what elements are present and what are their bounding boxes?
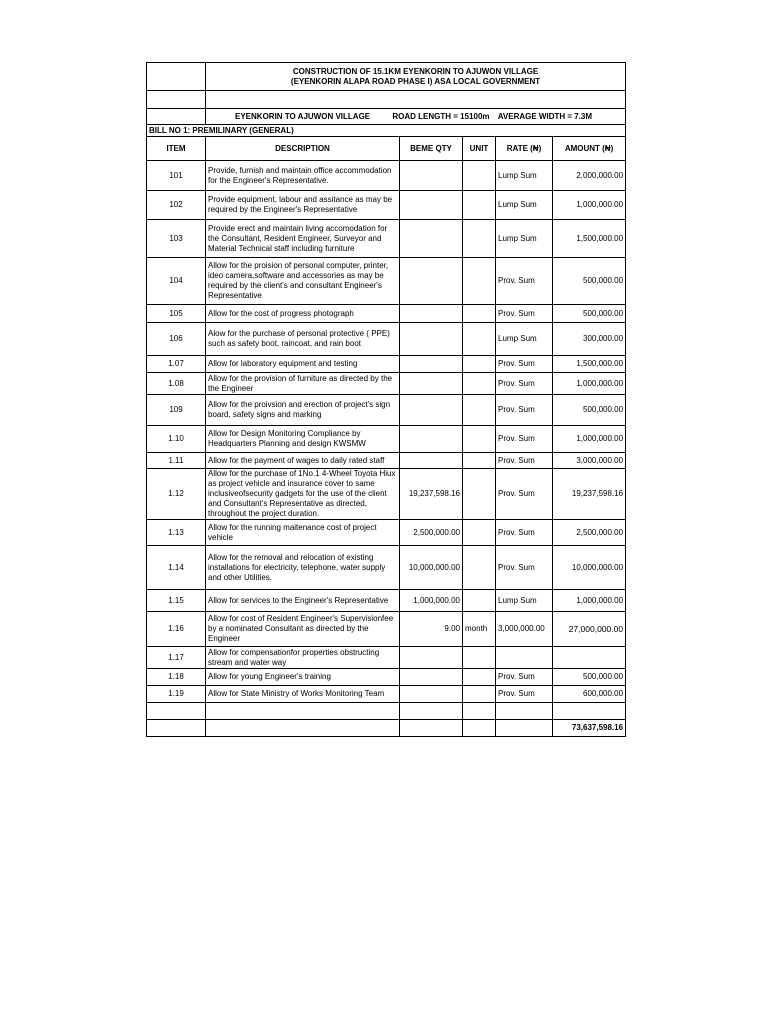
blank-row	[147, 703, 626, 720]
header-unit: UNIT	[463, 137, 496, 161]
item-qty	[400, 356, 463, 373]
item-rate: Prov. Sum	[496, 546, 553, 590]
item-number: 1.18	[147, 669, 206, 686]
item-qty	[400, 191, 463, 220]
bill-number: BILL NO 1: PREMILINARY (GENERAL)	[147, 125, 626, 137]
item-amount: 1,000,000.00	[553, 590, 626, 612]
table-row	[147, 426, 626, 453]
table-row	[147, 647, 626, 669]
item-rate: Prov. Sum	[496, 258, 553, 305]
road-length: ROAD LENGTH = 15100m	[392, 111, 490, 121]
item-qty: 10,000,000.00	[400, 546, 463, 590]
item-unit	[463, 546, 496, 590]
item-description: Allow for Design Monitoring Compliance by Headquarters Planning and design KWSMW	[206, 426, 400, 453]
item-number: 1.08	[147, 373, 206, 395]
item-rate: Prov. Sum	[496, 469, 553, 520]
item-rate: Lump Sum	[496, 161, 553, 191]
header-description: DESCRIPTION	[206, 137, 400, 161]
item-rate: Prov. Sum	[496, 669, 553, 686]
item-rate: Lump Sum	[496, 191, 553, 220]
total-blank-cell	[206, 720, 400, 737]
item-unit	[463, 356, 496, 373]
item-amount: 500,000.00	[553, 669, 626, 686]
table-row	[147, 453, 626, 469]
item-description: Allow for laboratory equipment and testing	[206, 356, 400, 373]
item-rate: Prov. Sum	[496, 356, 553, 373]
item-description: Allow for the running maitenance cost of project vehicle	[206, 520, 400, 546]
blank-cell	[400, 703, 463, 720]
item-unit	[463, 453, 496, 469]
item-unit: month	[463, 612, 496, 647]
grand-total: 73,637,598.16	[553, 720, 626, 737]
item-number: 1.10	[147, 426, 206, 453]
header-qty: BEME QTY	[400, 137, 463, 161]
document-title	[206, 63, 626, 91]
item-description: Allow for the payment of wages to daily rated staff	[206, 453, 400, 469]
item-description: Allow for the purchase of 1No.1 4-Wheel Toyota Hiux as project vehicle and insurance cover to same inclusiveofsecurity gadgets for the use of the client and Consultant's Representative as directed, throughout the project duration.	[206, 469, 400, 520]
item-rate: Prov. Sum	[496, 305, 553, 323]
item-amount: 1,500,000.00	[553, 220, 626, 258]
item-qty	[400, 161, 463, 191]
item-unit	[463, 161, 496, 191]
item-qty	[400, 395, 463, 426]
item-number: 1.13	[147, 520, 206, 546]
item-unit	[463, 323, 496, 356]
table-row	[147, 191, 626, 220]
item-qty	[400, 669, 463, 686]
bill-no-row	[147, 125, 626, 137]
title-line-2: (EYENKORIN ALAPA ROAD PHASE I) ASA LOCAL GOVERNMENT	[290, 76, 541, 86]
item-unit	[463, 686, 496, 703]
item-description: Allow for State Ministry of Works Monitoring Team	[206, 686, 400, 703]
table-row	[147, 469, 626, 520]
item-rate: Prov. Sum	[496, 453, 553, 469]
item-qty	[400, 686, 463, 703]
item-amount: 19,237,598.16	[553, 469, 626, 520]
item-amount: 300,000.00	[553, 323, 626, 356]
item-description: Provide, furnish and maintain office accommodation for the Engineer's Representative.	[206, 161, 400, 191]
header-rate: RATE (₦)	[496, 137, 553, 161]
item-number: 1.11	[147, 453, 206, 469]
item-rate: Lump Sum	[496, 590, 553, 612]
item-number: 104	[147, 258, 206, 305]
total-blank-cell	[463, 720, 496, 737]
item-amount: 27,000,000.00	[553, 612, 626, 647]
item-number: 1.07	[147, 356, 206, 373]
item-qty	[400, 453, 463, 469]
item-unit	[463, 258, 496, 305]
item-qty: 9.00	[400, 612, 463, 647]
item-unit	[463, 426, 496, 453]
item-qty: 1,000,000.00	[400, 590, 463, 612]
column-header-row	[147, 137, 626, 161]
item-number: 1.19	[147, 686, 206, 703]
item-unit	[463, 220, 496, 258]
title-line-1: CONSTRUCTION OF 15.1KM EYENKORIN TO AJUWON VILLAGE	[292, 66, 539, 76]
item-description: Provide equipment, labour and assitance as may be required by the Engineer's Representative	[206, 191, 400, 220]
table-row	[147, 373, 626, 395]
item-unit	[463, 373, 496, 395]
item-rate: Prov. Sum	[496, 686, 553, 703]
total-blank-cell	[496, 720, 553, 737]
item-unit	[463, 669, 496, 686]
item-qty	[400, 373, 463, 395]
item-description: Provide erect and maintain living accomodation for the Consultant, Resident Engineer, Surveyor and Material Technical staff including furniture	[206, 220, 400, 258]
item-number: 1.14	[147, 546, 206, 590]
blank-cell	[496, 703, 553, 720]
item-qty: 19,237,598.16	[400, 469, 463, 520]
table-row	[147, 305, 626, 323]
info-spacer-cell	[147, 109, 206, 125]
item-rate: Prov. Sum	[496, 426, 553, 453]
table-row	[147, 323, 626, 356]
item-number: 105	[147, 305, 206, 323]
table-row	[147, 220, 626, 258]
spacer-cell	[147, 91, 206, 109]
item-rate: Prov. Sum	[496, 395, 553, 426]
item-unit	[463, 520, 496, 546]
item-number: 1.12	[147, 469, 206, 520]
item-qty	[400, 323, 463, 356]
item-description: Allow for the provision of furniture as directed by the the Engineer	[206, 373, 400, 395]
item-unit	[463, 590, 496, 612]
header-amount: AMOUNT (₦)	[553, 137, 626, 161]
item-rate	[496, 647, 553, 669]
item-unit	[463, 647, 496, 669]
item-number: 102	[147, 191, 206, 220]
item-unit	[463, 469, 496, 520]
road-info-row	[147, 109, 626, 125]
item-amount	[553, 647, 626, 669]
table-row	[147, 161, 626, 191]
spacer-row	[147, 91, 626, 109]
item-unit	[463, 191, 496, 220]
item-number: 106	[147, 323, 206, 356]
item-amount: 1,500,000.00	[553, 356, 626, 373]
item-rate: Lump Sum	[496, 220, 553, 258]
item-rate: Lump Sum	[496, 323, 553, 356]
item-description: Allow for the cost of progress photograph	[206, 305, 400, 323]
item-amount: 600,000.00	[553, 686, 626, 703]
blank-cell	[553, 703, 626, 720]
table-row	[147, 686, 626, 703]
item-amount: 500,000.00	[553, 395, 626, 426]
item-amount: 2,000,000.00	[553, 161, 626, 191]
item-number: 1.16	[147, 612, 206, 647]
total-blank-cell	[400, 720, 463, 737]
item-qty	[400, 647, 463, 669]
item-qty	[400, 220, 463, 258]
item-amount: 1,000,000.00	[553, 373, 626, 395]
item-amount: 500,000.00	[553, 305, 626, 323]
item-unit	[463, 395, 496, 426]
item-qty	[400, 426, 463, 453]
item-rate: Prov. Sum	[496, 373, 553, 395]
item-amount: 2,500,000.00	[553, 520, 626, 546]
item-amount: 3,000,000.00	[553, 453, 626, 469]
item-amount: 1,000,000.00	[553, 426, 626, 453]
table-row	[147, 612, 626, 647]
item-qty: 2,500,000.00	[400, 520, 463, 546]
item-description: Allow for services to the Engineer's Representative	[206, 590, 400, 612]
item-description: Alow for the purchase of personal protective ( PPE) such as safety boot, raincoat, and rain boot	[206, 323, 400, 356]
item-number: 1.17	[147, 647, 206, 669]
item-number: 1.15	[147, 590, 206, 612]
title-row	[147, 63, 626, 91]
item-amount: 500,000.00	[553, 258, 626, 305]
item-number: 109	[147, 395, 206, 426]
item-description: Allow for young Engineer's training	[206, 669, 400, 686]
item-description: Allow for cost of Resident Engineer's Supervisionfee by a nominated Consultant as directed by the Engineer	[206, 612, 400, 647]
item-description: Allow for the proision of personal computer, printer, ideo camera,software and accessories as may be required by the client's and consultant Engineer's Representative	[206, 258, 400, 305]
bill-of-quantities-table	[146, 62, 626, 737]
road-info	[206, 109, 626, 125]
table-row	[147, 669, 626, 686]
title-spacer-cell	[147, 63, 206, 91]
header-item: ITEM	[147, 137, 206, 161]
blank-cell	[463, 703, 496, 720]
table-row	[147, 520, 626, 546]
item-number: 103	[147, 220, 206, 258]
item-description: Allow for compensationfor properties obstructing stream and water way	[206, 647, 400, 669]
item-rate: 3,000,000.00	[496, 612, 553, 647]
route-name: EYENKORIN TO AJUWON VILLAGE	[235, 111, 371, 121]
item-description: Allow for the proivsion and erection of project's sign board, safety signs and marking	[206, 395, 400, 426]
table-row	[147, 258, 626, 305]
table-row	[147, 590, 626, 612]
average-width: AVERAGE WIDTH = 7.3M	[497, 111, 593, 121]
item-amount: 10,000,000.00	[553, 546, 626, 590]
blank-cell	[206, 703, 400, 720]
item-description: Allow for the removal and relocation of existing installations for electricity, telephone, water supply and other Utilities.	[206, 546, 400, 590]
total-row	[147, 720, 626, 737]
item-number: 101	[147, 161, 206, 191]
table-row	[147, 395, 626, 426]
item-rate: Prov. Sum	[496, 520, 553, 546]
total-blank-cell	[147, 720, 206, 737]
item-amount: 1,000,000.00	[553, 191, 626, 220]
table-row	[147, 356, 626, 373]
table-row	[147, 546, 626, 590]
item-qty	[400, 305, 463, 323]
blank-cell	[147, 703, 206, 720]
spacer-cell	[206, 91, 626, 109]
item-unit	[463, 305, 496, 323]
item-qty	[400, 258, 463, 305]
